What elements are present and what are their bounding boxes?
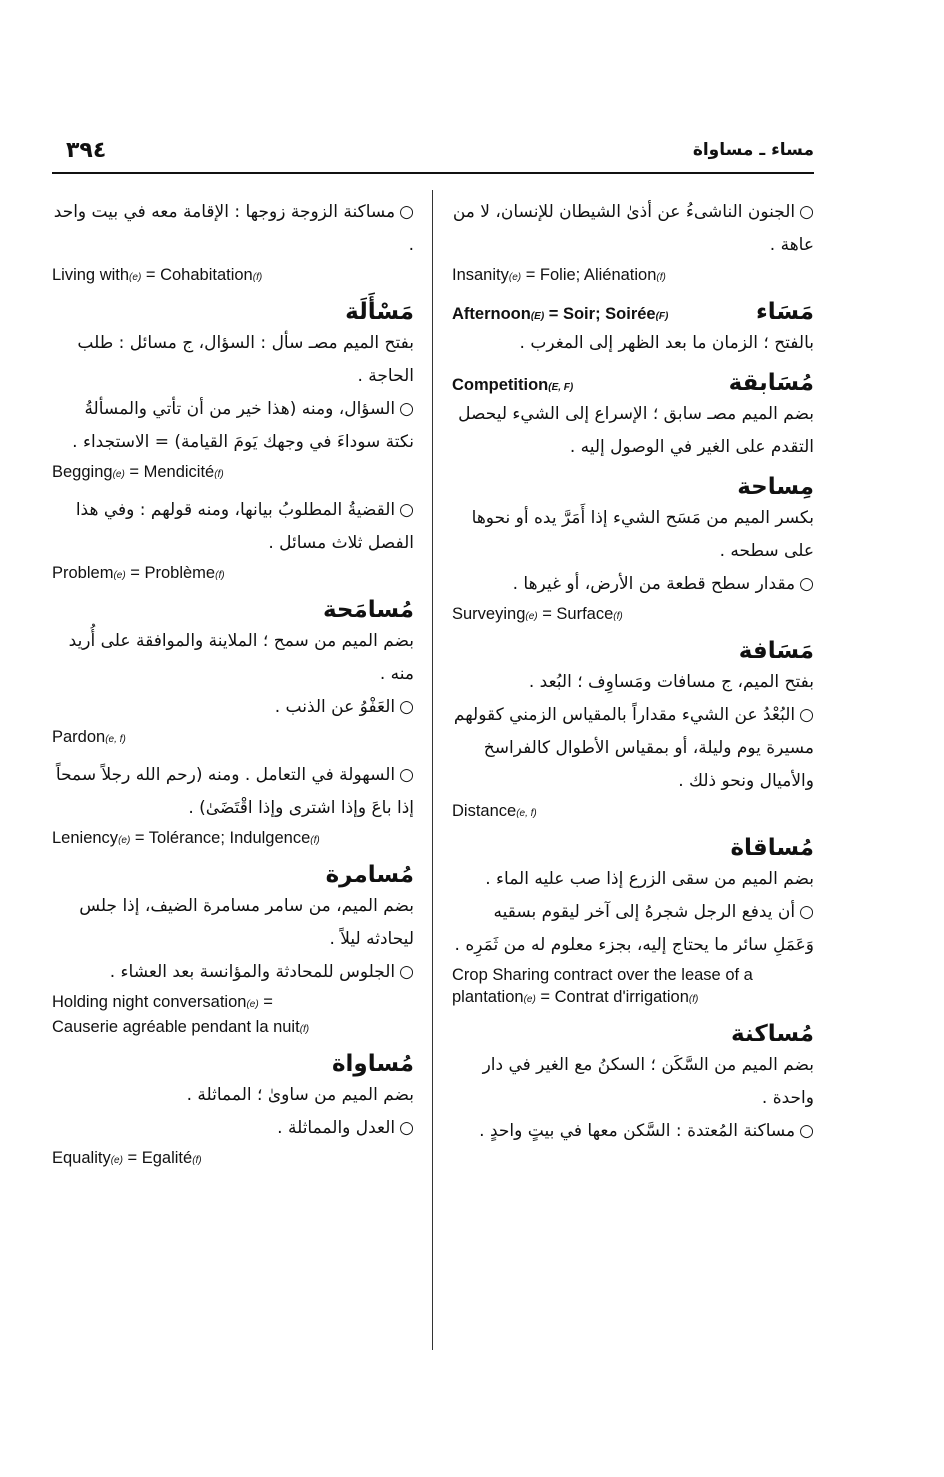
circle-bullet-icon: ○ [799, 1121, 814, 1141]
gender-tag: (f) [252, 272, 263, 283]
circle-bullet-icon: ○ [399, 1118, 414, 1138]
translation-fr: = Mendicité [124, 463, 215, 481]
headword-row [52, 862, 414, 888]
circle-bullet-icon: ○ [399, 962, 414, 982]
headword: مُسَابقة [728, 370, 814, 396]
entry-musaqat [452, 835, 814, 1011]
sense [452, 196, 814, 262]
headword-row [452, 474, 814, 500]
headword-row [452, 638, 814, 664]
entry-masafa [452, 638, 814, 825]
entry-musakana [452, 1021, 814, 1148]
sense [52, 759, 414, 825]
gender-tag: (f) [215, 570, 225, 581]
translation-fr: = Egalité [122, 1149, 193, 1167]
circle-bullet-icon: ○ [799, 574, 814, 594]
translation-en: Equality [52, 1149, 111, 1167]
translation-en: Living with [52, 266, 130, 284]
sense-text: مساكنة المُعتدة : السَّكن معها في بيتٍ واحدٍ . [479, 1121, 796, 1141]
column-divider [432, 190, 433, 1350]
headword: مَسْأَلَة [345, 299, 414, 325]
entry-masala [52, 299, 414, 587]
gender-tag: (e) [112, 469, 125, 480]
translation [452, 964, 814, 1011]
gender-tag: (f) [192, 1155, 202, 1166]
running-title: مساء ـ مساواة [692, 140, 814, 160]
sense-text: الجلوس للمحادثة والمؤانسة بعد العشاء . [109, 962, 396, 982]
headword: مِساحة [737, 474, 814, 500]
translation [52, 726, 414, 751]
headword: مُساكنة [731, 1021, 814, 1047]
translation [52, 461, 414, 486]
translation-en: Afternoon [452, 305, 531, 323]
gender-tag: (e) [523, 994, 536, 1005]
headword-row [452, 835, 814, 861]
translation-fr: = Tolérance; Indulgence [130, 829, 311, 847]
definition: بكسر الميم من مَسَح الشيء إذا أَمَرَّ يده أو نحوها على سطحه . [471, 508, 814, 561]
entry-continuation [452, 196, 814, 289]
headword: مُسامَحة [322, 597, 414, 623]
circle-bullet-icon: ○ [399, 202, 414, 222]
sense [52, 393, 414, 459]
header-rule [52, 172, 814, 174]
sense-text: الجنون الناشىءُ عن أذىٰ الشيطان للإنسان، لا من عاهة . [452, 202, 814, 255]
circle-bullet-icon: ○ [799, 705, 814, 725]
gender-tag: (f) [214, 469, 224, 480]
sense [452, 568, 814, 601]
sense-text: السهولة في التعامل . ومنه (رحم الله رجلاً سمحاً إذا باعَ وإذا اشترى وإذا اقْتَضَىٰ) . [55, 765, 414, 818]
translation-eq: = [258, 993, 273, 1011]
entry-misaha [452, 474, 814, 628]
translation-fr: = Surface [537, 605, 614, 623]
translation-fr: = Folie; Aliénation [521, 266, 657, 284]
circle-bullet-icon: ○ [399, 765, 414, 785]
sense [52, 494, 414, 560]
gender-tag: (e) [118, 835, 131, 846]
headword: مَسَاء [755, 299, 814, 325]
definition: بالفتح ؛ الزمان ما بعد الظهر إلى المغرب . [519, 333, 814, 353]
headword-row [52, 597, 414, 623]
sense-text: السؤال، ومنه (هذا خير من أن تأتي والمسألةُ نكتة سوداءَ في وجهك يَومَ القيامة) = الاستجداء . [72, 399, 414, 452]
headword-row [452, 1021, 814, 1047]
headword-translation [452, 305, 668, 324]
sense-text: البُعْدُ عن الشيء مقداراً بالمقياس الزمني كقولهم مسيرة يوم وليلة، أو بمقياس الأطوال كالفراسخ والأميال ونحو ذلك . [453, 705, 814, 791]
translation-fr: = Soir; Soirée [544, 305, 656, 323]
circle-bullet-icon: ○ [799, 202, 814, 222]
left-column [52, 196, 414, 1182]
gender-tag: (f) [613, 611, 623, 622]
translation [52, 991, 414, 1041]
entry-continuation [52, 196, 414, 289]
sense-text: العدل والمماثلة . [277, 1118, 396, 1138]
gender-tag: (e) [508, 272, 522, 283]
sense [452, 896, 814, 962]
entry-masaa [452, 299, 814, 360]
gender-tag: (E) [530, 311, 545, 322]
headword: مُساواة [331, 1051, 414, 1077]
sense [52, 1112, 414, 1145]
translation [452, 603, 814, 628]
translation-en: Competition [452, 376, 549, 394]
gender-tag: (f) [310, 835, 320, 846]
sense [52, 691, 414, 724]
gender-tag: (e, f) [105, 734, 126, 745]
translation-en: Surveying [452, 605, 526, 623]
sense-text: القضيةُ المطلوبُ بيانها، ومنه قولهم : وفي هذا الفصل ثلاث مسائل . [75, 500, 414, 553]
translation-en: Holding night conversation [52, 993, 247, 1011]
sense [452, 1115, 814, 1148]
translation [52, 264, 414, 289]
right-column [452, 196, 814, 1158]
gender-tag: (e) [246, 999, 259, 1010]
translation-en: Leniency [52, 829, 119, 847]
entry-musamaha [52, 597, 414, 852]
gender-tag: (f) [299, 1024, 310, 1035]
translation [52, 1147, 414, 1172]
translation-fr: Causerie agréable pendant la nuit [52, 1018, 300, 1036]
translation [52, 562, 414, 587]
definition: بفتح الميم مصـ سأل : السؤال، ج مسائل : طلب الحاجة . [77, 333, 414, 386]
translation [52, 827, 414, 852]
translation-en: Begging [52, 463, 113, 481]
headword: مَسَافة [738, 638, 814, 664]
sense-text: العَفْوُ عن الذنب . [274, 697, 396, 717]
page-number: ٣٩٤ [66, 138, 107, 163]
circle-bullet-icon: ○ [399, 697, 414, 717]
gender-tag: (E, F) [548, 382, 574, 393]
definition: بضم الميم من ساوىٰ ؛ المماثلة . [186, 1085, 414, 1105]
definition: بضم الميم، من سامر مسامرة الضيف، إذا جلس ليحادثه ليلاً . [79, 896, 414, 949]
sense [452, 699, 814, 798]
translation-en: Pardon [52, 728, 106, 746]
translation [452, 264, 814, 289]
gender-tag: (f) [688, 994, 699, 1005]
circle-bullet-icon: ○ [799, 902, 814, 922]
gender-tag: (F) [655, 311, 669, 322]
translation-en: Crop Sharing contract over the lease of a plantation [452, 966, 753, 1006]
circle-bullet-icon: ○ [399, 500, 414, 520]
entry-musabaqa [452, 370, 814, 464]
translation-fr: = Problème [125, 564, 216, 582]
definition: بفتح الميم، ج مسافات ومَساوِف ؛ البُعد . [528, 672, 814, 692]
definition: بضم الميم من السَّكَن ؛ السكنُ مع الغير في دار واحدة . [482, 1055, 814, 1108]
entry-musamara [52, 862, 414, 1041]
gender-tag: (e) [129, 272, 142, 283]
definition: بضم الميم من سقى الزرع إذا صب عليه الماء . [485, 869, 814, 889]
sense [52, 196, 414, 262]
translation-fr: = Cohabitation [141, 266, 253, 284]
headword-row [52, 299, 414, 325]
gender-tag: (e) [525, 611, 538, 622]
translation-en: Distance [452, 802, 517, 820]
gender-tag: (e, f) [516, 808, 537, 819]
sense [52, 956, 414, 989]
circle-bullet-icon: ○ [399, 399, 414, 419]
translation-fr: = Contrat d'irrigation [535, 988, 689, 1006]
headword-row [452, 299, 814, 325]
translation-en: Problem [52, 564, 114, 582]
gender-tag: (e) [113, 570, 126, 581]
headword-row [452, 370, 814, 396]
sense-text: مساكنة الزوجة زوجها : الإقامة معه في بيت واحد . [53, 202, 414, 255]
headword-translation [452, 376, 573, 395]
gender-tag: (f) [656, 272, 666, 283]
headword: مُسامرة [325, 862, 414, 888]
gender-tag: (e) [110, 1155, 123, 1166]
translation-en: Insanity [452, 266, 509, 284]
headword: مُساقاة [730, 835, 814, 861]
definition: بضم الميم من سمح ؛ الملاينة والموافقة على أُريد منه . [68, 631, 414, 684]
translation [452, 800, 814, 825]
sense-text: أن يدفع الرجل شجرهُ إلى آخر ليقوم بسقيه وَعَمَلِ سائر ما يحتاج إليه، بجزء معلوم له من ثَمَرِه . [454, 902, 814, 955]
entry-musawat [52, 1051, 414, 1172]
headword-row [52, 1051, 414, 1077]
definition: بضم الميم مصـ سابق ؛ الإسراع إلى الشيء ليحصل التقدم على الغير في الوصول إليه . [458, 404, 814, 457]
sense-text: مقدار سطح قطعة من الأرض، أو غيرها . [512, 574, 796, 594]
